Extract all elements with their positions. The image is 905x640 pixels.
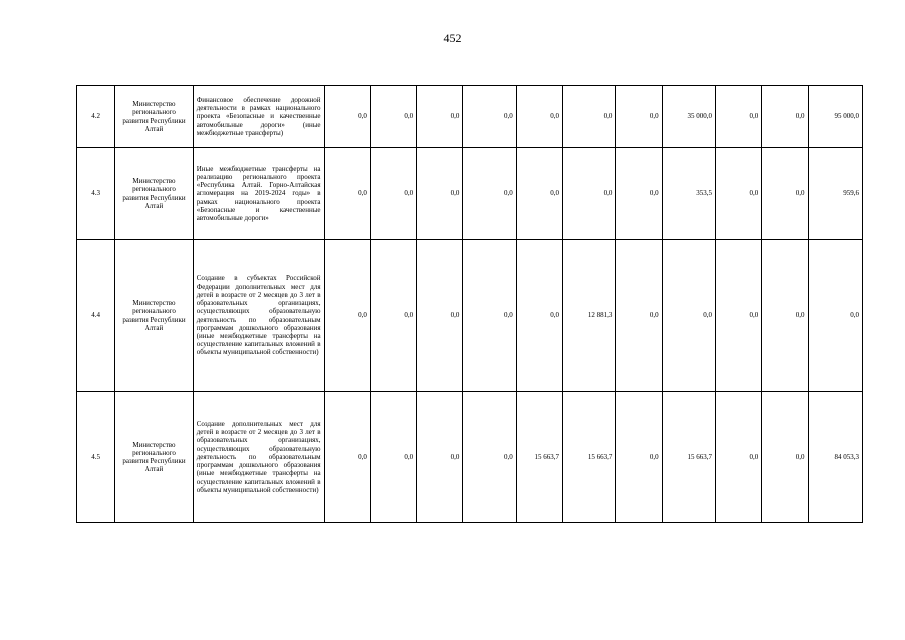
value-cell: 0,0 — [324, 240, 370, 392]
organization-cell: Министерство регионального развития Республики Алтай — [115, 240, 193, 392]
value-cell: 12 881,3 — [563, 240, 616, 392]
value-cell: 0,0 — [370, 148, 416, 240]
description-cell: Создание в субъектах Российской Федерации дополнительных мест для детей в возрасте от 2 месяцев до 3 лет в образовательных организациях, осуществляющих образовательную деятельность по образовательным программам дошкольного образования (иные межбюджетные трансферты на осуществление капитальных вложений в объекты муниципальной собственности) — [193, 240, 324, 392]
value-cell: 0,0 — [616, 86, 662, 148]
value-cell: 0,0 — [516, 148, 562, 240]
organization-cell: Министерство регионального развития Республики Алтай — [115, 148, 193, 240]
value-cell: 959,6 — [808, 148, 863, 240]
value-cell: 0,0 — [715, 392, 761, 523]
description-cell: Создание дополнительных мест для детей в возрасте от 2 месяцев до 3 лет в образовательных организациях, осуществляющих образовательную деятельность по образовательным программам дошкольного образования (иные межбюджетные трансферты на осуществление капитальных вложений в объекты муниципальной собственности) — [193, 392, 324, 523]
value-cell: 84 053,3 — [808, 392, 863, 523]
table-row — [77, 392, 863, 523]
value-cell: 0,0 — [762, 148, 808, 240]
value-cell: 0,0 — [715, 148, 761, 240]
value-cell: 0,0 — [370, 240, 416, 392]
table-row — [77, 148, 863, 240]
value-cell: 0,0 — [463, 240, 516, 392]
value-cell: 0,0 — [662, 240, 715, 392]
value-cell: 0,0 — [324, 148, 370, 240]
value-cell: 0,0 — [616, 392, 662, 523]
value-cell: 0,0 — [463, 148, 516, 240]
value-cell: 0,0 — [463, 86, 516, 148]
table-row — [77, 86, 863, 148]
table-row — [77, 240, 863, 392]
value-cell: 0,0 — [808, 240, 863, 392]
value-cell: 0,0 — [324, 86, 370, 148]
value-cell: 0,0 — [463, 392, 516, 523]
value-cell: 0,0 — [370, 392, 416, 523]
row-number-cell: 4.2 — [77, 86, 115, 148]
value-cell: 0,0 — [563, 86, 616, 148]
value-cell: 15 663,7 — [516, 392, 562, 523]
organization-cell: Министерство регионального развития Республики Алтай — [115, 86, 193, 148]
row-number-cell: 4.5 — [77, 392, 115, 523]
value-cell: 15 663,7 — [563, 392, 616, 523]
value-cell: 0,0 — [616, 148, 662, 240]
value-cell: 15 663,7 — [662, 392, 715, 523]
value-cell: 0,0 — [516, 240, 562, 392]
value-cell: 0,0 — [762, 240, 808, 392]
description-cell: Иные межбюджетные трансферты на реализацию регионального проекта «Республика Алтай. Горно-Алтайская агломерация на 2019-2024 годы» в рамках национального проекта «Безопасные и качественные автомобильные дороги» — [193, 148, 324, 240]
value-cell: 0,0 — [762, 392, 808, 523]
row-number-cell: 4.4 — [77, 240, 115, 392]
value-cell: 0,0 — [616, 240, 662, 392]
value-cell: 0,0 — [516, 86, 562, 148]
value-cell: 35 000,0 — [662, 86, 715, 148]
value-cell: 0,0 — [324, 392, 370, 523]
value-cell: 0,0 — [370, 86, 416, 148]
value-cell: 0,0 — [563, 148, 616, 240]
value-cell: 0,0 — [762, 86, 808, 148]
row-number-cell: 4.3 — [77, 148, 115, 240]
value-cell: 0,0 — [417, 86, 463, 148]
page-number: 452 — [443, 31, 462, 45]
organization-cell: Министерство регионального развития Республики Алтай — [115, 392, 193, 523]
value-cell: 0,0 — [417, 392, 463, 523]
value-cell: 353,5 — [662, 148, 715, 240]
description-cell: Финансовое обеспечение дорожной деятельности в рамках национального проекта «Безопасные и качественные автомобильные дороги» (иные межбюджетные трансферты) — [193, 86, 324, 148]
value-cell: 0,0 — [715, 86, 761, 148]
value-cell: 0,0 — [715, 240, 761, 392]
value-cell: 0,0 — [417, 148, 463, 240]
value-cell: 95 000,0 — [808, 86, 863, 148]
value-cell: 0,0 — [417, 240, 463, 392]
budget-table — [76, 85, 863, 523]
